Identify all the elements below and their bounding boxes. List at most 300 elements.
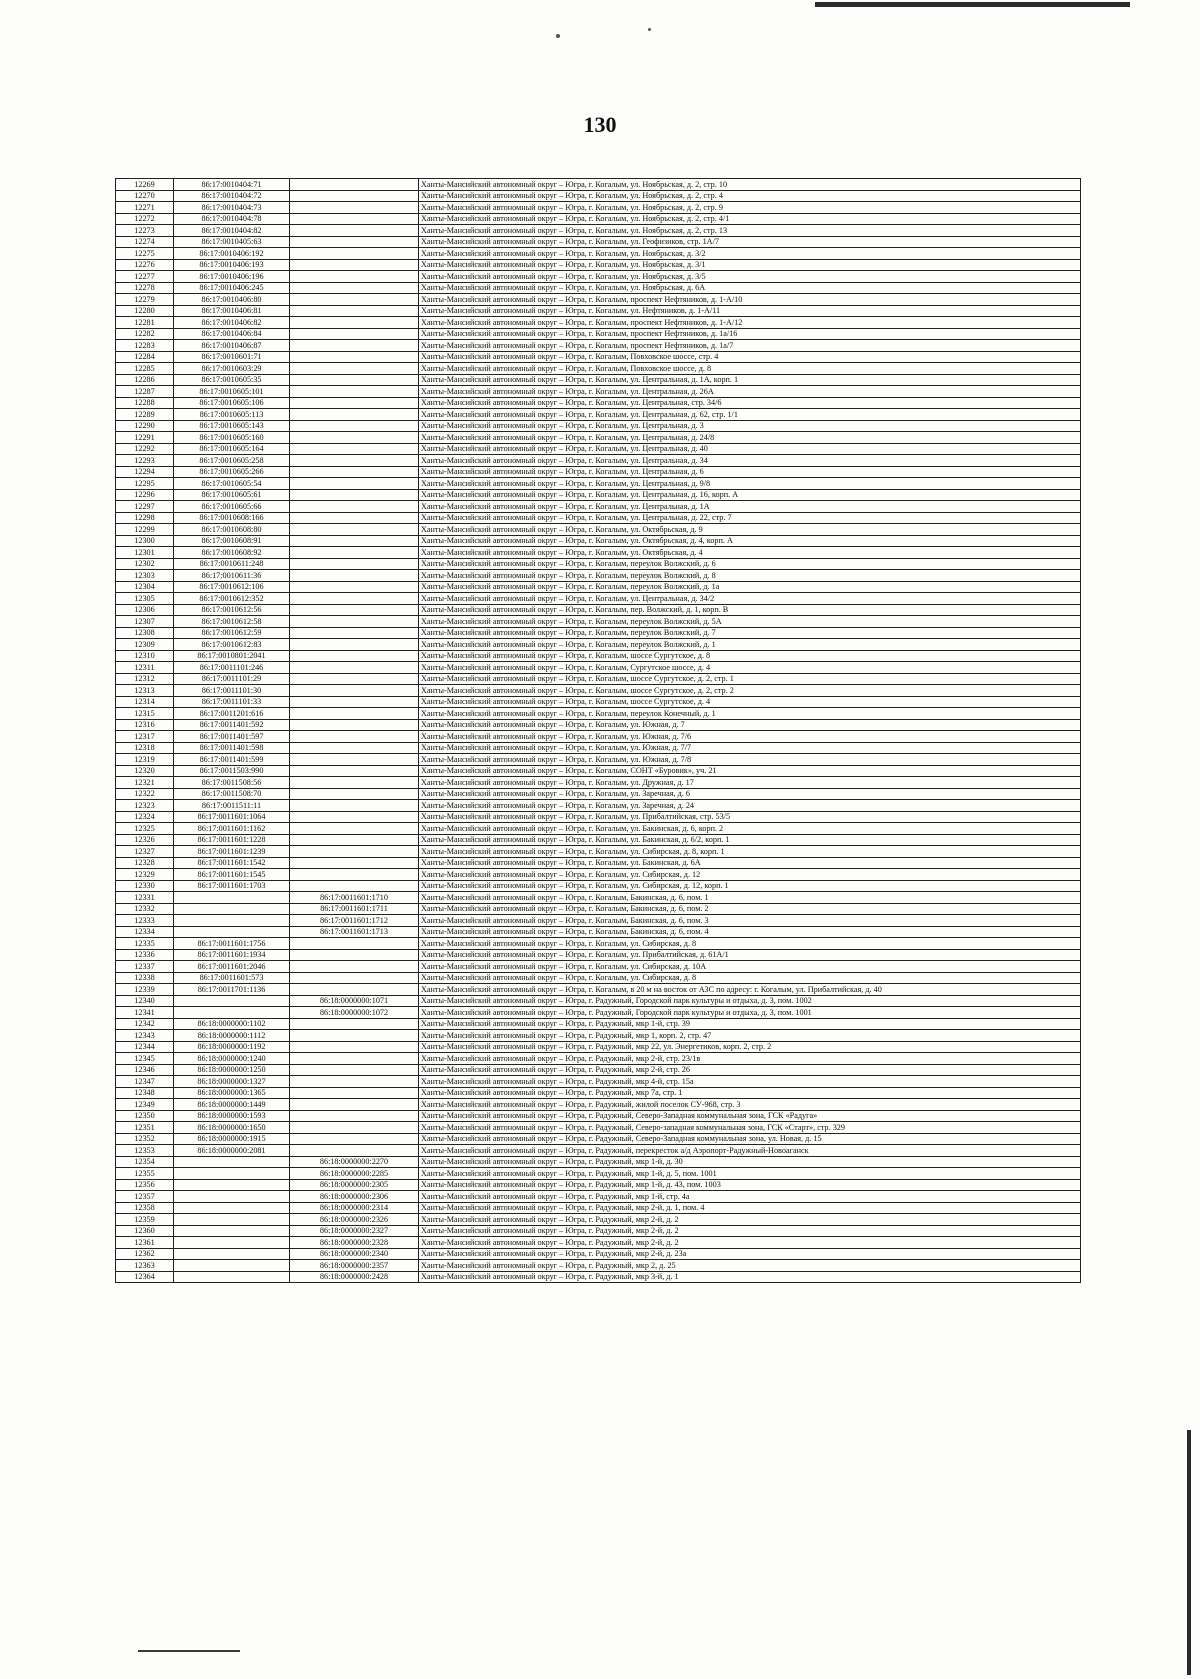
row-number-cell: 12314 bbox=[116, 696, 174, 708]
address-cell: Ханты-Мансийский автономный округ – Югра, г. Когалым, ул. Октябрьская, д. 4, корп. А bbox=[419, 535, 1081, 547]
address-cell: Ханты-Мансийский автономный округ – Югра, г. Когалым, шоссе Сургутское, д. 2, стр. 2 bbox=[419, 685, 1081, 697]
land-cadastral-number-cell: 86:18:0000000:1102 bbox=[174, 1018, 290, 1030]
scan-bottom-rule bbox=[138, 1650, 240, 1652]
building-cadastral-number-cell bbox=[290, 880, 419, 892]
land-cadastral-number-cell: 86:17:0011601:1228 bbox=[174, 834, 290, 846]
table-row bbox=[116, 1168, 1081, 1180]
address-cell: Ханты-Мансийский автономный округ – Югра, г. Когалым, ул. Дружная, д. 17 bbox=[419, 777, 1081, 789]
address-cell: Ханты-Мансийский автономный округ – Югра, г. Когалым, ул. Центральная, д. 26А bbox=[419, 386, 1081, 398]
building-cadastral-number-cell bbox=[290, 1041, 419, 1053]
building-cadastral-number-cell bbox=[290, 961, 419, 973]
land-cadastral-number-cell bbox=[174, 1248, 290, 1260]
row-number-cell: 12334 bbox=[116, 926, 174, 938]
table-row bbox=[116, 1271, 1081, 1283]
address-cell: Ханты-Мансийский автономный округ – Югра, г. Радужный, мкр 4-й, стр. 15а bbox=[419, 1076, 1081, 1088]
land-cadastral-number-cell: 86:17:0010612:56 bbox=[174, 604, 290, 616]
land-cadastral-number-cell: 86:17:0011401:599 bbox=[174, 754, 290, 766]
land-cadastral-number-cell: 86:17:0011401:597 bbox=[174, 731, 290, 743]
land-cadastral-number-cell: 86:17:0010405:63 bbox=[174, 236, 290, 248]
table-row bbox=[116, 386, 1081, 398]
row-number-cell: 12347 bbox=[116, 1076, 174, 1088]
row-number-cell: 12279 bbox=[116, 294, 174, 306]
building-cadastral-number-cell bbox=[290, 823, 419, 835]
row-number-cell: 12304 bbox=[116, 581, 174, 593]
building-cadastral-number-cell bbox=[290, 305, 419, 317]
building-cadastral-number-cell bbox=[290, 432, 419, 444]
land-cadastral-number-cell: 86:17:0010605:66 bbox=[174, 501, 290, 513]
land-cadastral-number-cell: 86:17:0010605:266 bbox=[174, 466, 290, 478]
row-number-cell: 12270 bbox=[116, 190, 174, 202]
address-cell: Ханты-Мансийский автономный округ – Югра, г. Радужный, мкр 2-й, стр. 23/1в bbox=[419, 1053, 1081, 1065]
building-cadastral-number-cell bbox=[290, 225, 419, 237]
table-row bbox=[116, 317, 1081, 329]
address-cell: Ханты-Мансийский автономный округ – Югра, г. Когалым, ул. Ноябрьская, д. 3/2 bbox=[419, 248, 1081, 260]
table-row bbox=[116, 869, 1081, 881]
row-number-cell: 12339 bbox=[116, 984, 174, 996]
land-cadastral-number-cell: 86:17:0011401:592 bbox=[174, 719, 290, 731]
address-cell: Ханты-Мансийский автономный округ – Югра, г. Радужный, мкр 2-й, д. 2 bbox=[419, 1225, 1081, 1237]
building-cadastral-number-cell bbox=[290, 535, 419, 547]
row-number-cell: 12298 bbox=[116, 512, 174, 524]
table-row bbox=[116, 857, 1081, 869]
building-cadastral-number-cell bbox=[290, 340, 419, 352]
building-cadastral-number-cell bbox=[290, 409, 419, 421]
land-cadastral-number-cell: 86:17:0010406:81 bbox=[174, 305, 290, 317]
land-cadastral-number-cell: 86:18:0000000:1915 bbox=[174, 1133, 290, 1145]
table-row bbox=[116, 248, 1081, 260]
row-number-cell: 12351 bbox=[116, 1122, 174, 1134]
row-number-cell: 12326 bbox=[116, 834, 174, 846]
building-cadastral-number-cell bbox=[290, 512, 419, 524]
table-row bbox=[116, 1191, 1081, 1203]
building-cadastral-number-cell: 86:17:0011601:1710 bbox=[290, 892, 419, 904]
row-number-cell: 12354 bbox=[116, 1156, 174, 1168]
scan-speck bbox=[556, 34, 560, 38]
building-cadastral-number-cell bbox=[290, 581, 419, 593]
address-cell: Ханты-Мансийский автономный округ – Югра, г. Когалым, ул. Южная, д. 7/6 bbox=[419, 731, 1081, 743]
address-cell: Ханты-Мансийский автономный округ – Югра, г. Когалым, ул. Сибирская, д. 10А bbox=[419, 961, 1081, 973]
building-cadastral-number-cell bbox=[290, 869, 419, 881]
table-row bbox=[116, 1076, 1081, 1088]
table-row bbox=[116, 754, 1081, 766]
address-cell: Ханты-Мансийский автономный округ – Югра, г. Радужный, мкр 1-й, д. 30 bbox=[419, 1156, 1081, 1168]
address-cell: Ханты-Мансийский автономный округ – Югра, г. Когалым, ул. Заречная, д. 24 bbox=[419, 800, 1081, 812]
table-row bbox=[116, 673, 1081, 685]
land-cadastral-number-cell: 86:18:0000000:1650 bbox=[174, 1122, 290, 1134]
row-number-cell: 12328 bbox=[116, 857, 174, 869]
building-cadastral-number-cell bbox=[290, 754, 419, 766]
address-cell: Ханты-Мансийский автономный округ – Югра, г. Когалым, ул. Бакинская, д. 6А bbox=[419, 857, 1081, 869]
building-cadastral-number-cell bbox=[290, 1099, 419, 1111]
address-cell: Ханты-Мансийский автономный округ – Югра, г. Когалым, ул. Центральная, д. 40 bbox=[419, 443, 1081, 455]
address-cell: Ханты-Мансийский автономный округ – Югра, г. Радужный, мкр 2-й, д. 23а bbox=[419, 1248, 1081, 1260]
address-cell: Ханты-Мансийский автономный округ – Югра, г. Когалым, ул. Южная, д. 7 bbox=[419, 719, 1081, 731]
row-number-cell: 12311 bbox=[116, 662, 174, 674]
table-row bbox=[116, 294, 1081, 306]
address-cell: Ханты-Мансийский автономный округ – Югра, г. Радужный, Северо-западная коммунальная зона, ГСК «Старт», стр. 329 bbox=[419, 1122, 1081, 1134]
building-cadastral-number-cell bbox=[290, 248, 419, 260]
building-cadastral-number-cell bbox=[290, 317, 419, 329]
building-cadastral-number-cell bbox=[290, 455, 419, 467]
row-number-cell: 12329 bbox=[116, 869, 174, 881]
table-row bbox=[116, 823, 1081, 835]
building-cadastral-number-cell bbox=[290, 386, 419, 398]
land-cadastral-number-cell bbox=[174, 1202, 290, 1214]
row-number-cell: 12341 bbox=[116, 1007, 174, 1019]
land-cadastral-number-cell: 86:17:0010406:193 bbox=[174, 259, 290, 271]
land-cadastral-number-cell: 86:17:0010605:106 bbox=[174, 397, 290, 409]
row-number-cell: 12355 bbox=[116, 1168, 174, 1180]
row-number-cell: 12331 bbox=[116, 892, 174, 904]
building-cadastral-number-cell bbox=[290, 834, 419, 846]
address-cell: Ханты-Мансийский автономный округ – Югра, г. Когалым, ул. Ноябрьская, д. 2, стр. 13 bbox=[419, 225, 1081, 237]
row-number-cell: 12322 bbox=[116, 788, 174, 800]
land-cadastral-number-cell: 86:17:0010406:192 bbox=[174, 248, 290, 260]
table-row bbox=[116, 1064, 1081, 1076]
address-cell: Ханты-Мансийский автономный округ – Югра, г. Когалым, ул. Бакинская, д. 6, корп. 2 bbox=[419, 823, 1081, 835]
building-cadastral-number-cell bbox=[290, 271, 419, 283]
address-cell: Ханты-Мансийский автономный округ – Югра, г. Когалым, проспект Нефтяников, д. 1а/7 bbox=[419, 340, 1081, 352]
table-row bbox=[116, 466, 1081, 478]
land-cadastral-number-cell bbox=[174, 1214, 290, 1226]
building-cadastral-number-cell bbox=[290, 857, 419, 869]
address-cell: Ханты-Мансийский автономный округ – Югра, г. Когалым, ул. Центральная, д. 1А bbox=[419, 501, 1081, 513]
building-cadastral-number-cell bbox=[290, 558, 419, 570]
building-cadastral-number-cell bbox=[290, 1133, 419, 1145]
address-cell: Ханты-Мансийский автономный округ – Югра, г. Радужный, мкр 1-й, д. 5, пом. 1001 bbox=[419, 1168, 1081, 1180]
address-cell: Ханты-Мансийский автономный округ – Югра, г. Когалым, ул. Центральная, д. 34/2 bbox=[419, 593, 1081, 605]
address-cell: Ханты-Мансийский автономный округ – Югра, г. Когалым, ул. Сибирская, д. 12, корп. 1 bbox=[419, 880, 1081, 892]
building-cadastral-number-cell bbox=[290, 639, 419, 651]
row-number-cell: 12315 bbox=[116, 708, 174, 720]
building-cadastral-number-cell bbox=[290, 1145, 419, 1157]
address-cell: Ханты-Мансийский автономный округ – Югра, г. Радужный, мкр 2, д. 25 bbox=[419, 1260, 1081, 1272]
land-cadastral-number-cell bbox=[174, 1271, 290, 1283]
building-cadastral-number-cell: 86:18:0000000:2306 bbox=[290, 1191, 419, 1203]
table-row bbox=[116, 328, 1081, 340]
address-cell: Ханты-Мансийский автономный округ – Югра, г. Когалым, ул. Центральная, д. 22, стр. 7 bbox=[419, 512, 1081, 524]
address-cell: Ханты-Мансийский автономный округ – Югра, г. Когалым, проспект Нефтяников, д. 1-А/12 bbox=[419, 317, 1081, 329]
land-cadastral-number-cell: 86:17:0011511:11 bbox=[174, 800, 290, 812]
row-number-cell: 12300 bbox=[116, 535, 174, 547]
table-row bbox=[116, 489, 1081, 501]
row-number-cell: 12337 bbox=[116, 961, 174, 973]
row-number-cell: 12275 bbox=[116, 248, 174, 260]
table-row bbox=[116, 1145, 1081, 1157]
address-cell: Ханты-Мансийский автономный округ – Югра, г. Радужный, жилой поселок СУ-968, стр. 3 bbox=[419, 1099, 1081, 1111]
building-cadastral-number-cell bbox=[290, 374, 419, 386]
row-number-cell: 12289 bbox=[116, 409, 174, 421]
row-number-cell: 12290 bbox=[116, 420, 174, 432]
row-number-cell: 12318 bbox=[116, 742, 174, 754]
land-cadastral-number-cell: 86:18:0000000:1327 bbox=[174, 1076, 290, 1088]
building-cadastral-number-cell bbox=[290, 466, 419, 478]
table-row bbox=[116, 1225, 1081, 1237]
building-cadastral-number-cell bbox=[290, 1076, 419, 1088]
building-cadastral-number-cell: 86:18:0000000:2357 bbox=[290, 1260, 419, 1272]
building-cadastral-number-cell bbox=[290, 547, 419, 559]
row-number-cell: 12353 bbox=[116, 1145, 174, 1157]
land-cadastral-number-cell: 86:17:0011508:56 bbox=[174, 777, 290, 789]
building-cadastral-number-cell bbox=[290, 213, 419, 225]
building-cadastral-number-cell bbox=[290, 351, 419, 363]
row-number-cell: 12272 bbox=[116, 213, 174, 225]
land-cadastral-number-cell: 86:17:0010608:80 bbox=[174, 524, 290, 536]
address-cell: Ханты-Мансийский автономный округ – Югра, г. Когалым, ул. Центральная, д. 6 bbox=[419, 466, 1081, 478]
table-row bbox=[116, 1030, 1081, 1042]
address-cell: Ханты-Мансийский автономный округ – Югра, г. Когалым, ул. Октябрьская, д. 9 bbox=[419, 524, 1081, 536]
address-cell: Ханты-Мансийский автономный округ – Югра, г. Когалым, ул. Ноябрьская, д. 3/5 bbox=[419, 271, 1081, 283]
building-cadastral-number-cell: 86:18:0000000:2305 bbox=[290, 1179, 419, 1191]
building-cadastral-number-cell: 86:17:0011601:1712 bbox=[290, 915, 419, 927]
building-cadastral-number-cell bbox=[290, 949, 419, 961]
address-cell: Ханты-Мансийский автономный округ – Югра, г. Когалым, переулок Волжский, д. 6 bbox=[419, 558, 1081, 570]
row-number-cell: 12324 bbox=[116, 811, 174, 823]
row-number-cell: 12340 bbox=[116, 995, 174, 1007]
table-row bbox=[116, 915, 1081, 927]
land-cadastral-number-cell: 86:17:0010406:80 bbox=[174, 294, 290, 306]
table-row bbox=[116, 984, 1081, 996]
row-number-cell: 12293 bbox=[116, 455, 174, 467]
building-cadastral-number-cell bbox=[290, 1087, 419, 1099]
table-row bbox=[116, 961, 1081, 973]
address-cell: Ханты-Мансийский автономный округ – Югра, г. Когалым, Бакинская, д. 6, пом. 1 bbox=[419, 892, 1081, 904]
address-cell: Ханты-Мансийский автономный округ – Югра, г. Когалым, ул. Ноябрьская, д. 2, стр. 4/1 bbox=[419, 213, 1081, 225]
address-cell: Ханты-Мансийский автономный округ – Югра, г. Когалым, ул. Центральная, д. 9/8 bbox=[419, 478, 1081, 490]
building-cadastral-number-cell: 86:18:0000000:2328 bbox=[290, 1237, 419, 1249]
table-row bbox=[116, 1087, 1081, 1099]
table-row bbox=[116, 604, 1081, 616]
address-cell: Ханты-Мансийский автономный округ – Югра, г. Когалым, ул. Бакинская, д. 6/2, корп. 1 bbox=[419, 834, 1081, 846]
building-cadastral-number-cell: 86:18:0000000:2327 bbox=[290, 1225, 419, 1237]
table-row bbox=[116, 995, 1081, 1007]
row-number-cell: 12306 bbox=[116, 604, 174, 616]
address-cell: Ханты-Мансийский автономный округ – Югра, г. Когалым, Бакинская, д. 6, пом. 2 bbox=[419, 903, 1081, 915]
land-cadastral-number-cell bbox=[174, 892, 290, 904]
row-number-cell: 12294 bbox=[116, 466, 174, 478]
building-cadastral-number-cell bbox=[290, 731, 419, 743]
table-row bbox=[116, 535, 1081, 547]
address-cell: Ханты-Мансийский автономный округ – Югра, г. Когалым, ул. Ноябрьская, д. 3/1 bbox=[419, 259, 1081, 271]
row-number-cell: 12346 bbox=[116, 1064, 174, 1076]
land-cadastral-number-cell: 86:17:0010605:35 bbox=[174, 374, 290, 386]
row-number-cell: 12286 bbox=[116, 374, 174, 386]
table-row bbox=[116, 455, 1081, 467]
land-cadastral-number-cell: 86:17:0010612:59 bbox=[174, 627, 290, 639]
row-number-cell: 12288 bbox=[116, 397, 174, 409]
land-cadastral-number-cell: 86:17:0010406:82 bbox=[174, 317, 290, 329]
scan-right-edge-bar bbox=[1187, 1430, 1191, 1675]
scan-top-rule bbox=[815, 2, 1130, 7]
row-number-cell: 12295 bbox=[116, 478, 174, 490]
land-cadastral-number-cell: 86:17:0010406:87 bbox=[174, 340, 290, 352]
building-cadastral-number-cell bbox=[290, 696, 419, 708]
address-cell: Ханты-Мансийский автономный округ – Югра, г. Когалым, в 20 м на восток от АЗС по адресу: г. Когалым, ул. Прибалтийская, д. 40 bbox=[419, 984, 1081, 996]
address-cell: Ханты-Мансийский автономный округ – Югра, г. Когалым, проспект Нефтяников, д. 1-А/10 bbox=[419, 294, 1081, 306]
land-cadastral-number-cell: 86:17:0011508:70 bbox=[174, 788, 290, 800]
address-cell: Ханты-Мансийский автономный округ – Югра, г. Когалым, ул. Центральная, д. 1А, корп. 1 bbox=[419, 374, 1081, 386]
address-cell: Ханты-Мансийский автономный округ – Югра, г. Радужный, мкр 2-й, стр. 26 bbox=[419, 1064, 1081, 1076]
address-cell: Ханты-Мансийский автономный округ – Югра, г. Когалым, Бакинская, д. 6, пом. 3 bbox=[419, 915, 1081, 927]
building-cadastral-number-cell: 86:18:0000000:2270 bbox=[290, 1156, 419, 1168]
row-number-cell: 12308 bbox=[116, 627, 174, 639]
land-cadastral-number-cell: 86:17:0010612:83 bbox=[174, 639, 290, 651]
address-cell: Ханты-Мансийский автономный округ – Югра, г. Когалым, проспект Нефтяников, д. 1а/16 bbox=[419, 328, 1081, 340]
table-row bbox=[116, 351, 1081, 363]
row-number-cell: 12360 bbox=[116, 1225, 174, 1237]
row-number-cell: 12313 bbox=[116, 685, 174, 697]
row-number-cell: 12283 bbox=[116, 340, 174, 352]
land-cadastral-number-cell: 86:17:0010601:71 bbox=[174, 351, 290, 363]
table-row bbox=[116, 972, 1081, 984]
table-row bbox=[116, 903, 1081, 915]
land-cadastral-number-cell: 86:17:0011601:1934 bbox=[174, 949, 290, 961]
table-row bbox=[116, 1041, 1081, 1053]
land-cadastral-number-cell: 86:17:0010605:101 bbox=[174, 386, 290, 398]
row-number-cell: 12301 bbox=[116, 547, 174, 559]
address-cell: Ханты-Мансийский автономный округ – Югра, г. Когалым, ул. Заречная, д. 6 bbox=[419, 788, 1081, 800]
table-row bbox=[116, 1133, 1081, 1145]
row-number-cell: 12362 bbox=[116, 1248, 174, 1260]
land-cadastral-number-cell: 86:17:0010608:166 bbox=[174, 512, 290, 524]
building-cadastral-number-cell bbox=[290, 650, 419, 662]
building-cadastral-number-cell bbox=[290, 397, 419, 409]
building-cadastral-number-cell bbox=[290, 1030, 419, 1042]
table-row bbox=[116, 650, 1081, 662]
row-number-cell: 12284 bbox=[116, 351, 174, 363]
land-cadastral-number-cell bbox=[174, 995, 290, 1007]
building-cadastral-number-cell bbox=[290, 984, 419, 996]
address-cell: Ханты-Мансийский автономный округ – Югра, г. Когалым, переулок Волжский, д. 1 bbox=[419, 639, 1081, 651]
table-row bbox=[116, 1110, 1081, 1122]
building-cadastral-number-cell bbox=[290, 236, 419, 248]
row-number-cell: 12276 bbox=[116, 259, 174, 271]
address-cell: Ханты-Мансийский автономный округ – Югра, г. Радужный, Городской парк культуры и отдыха, д. 3, пом. 1001 bbox=[419, 1007, 1081, 1019]
table-row bbox=[116, 639, 1081, 651]
table-row bbox=[116, 1053, 1081, 1065]
address-cell: Ханты-Мансийский автономный округ – Югра, г. Когалым, СОНТ «Буровик», уч. 21 bbox=[419, 765, 1081, 777]
address-cell: Ханты-Мансийский автономный округ – Югра, г. Когалым, ул. Центральная, д. 3 bbox=[419, 420, 1081, 432]
land-cadastral-number-cell: 86:17:0010605:143 bbox=[174, 420, 290, 432]
land-cadastral-number-cell bbox=[174, 1179, 290, 1191]
row-number-cell: 12277 bbox=[116, 271, 174, 283]
land-cadastral-number-cell: 86:17:0011601:1545 bbox=[174, 869, 290, 881]
table-row bbox=[116, 949, 1081, 961]
address-cell: Ханты-Мансийский автономный округ – Югра, г. Когалым, Повховское шоссе, стр. 4 bbox=[419, 351, 1081, 363]
building-cadastral-number-cell bbox=[290, 719, 419, 731]
address-cell: Ханты-Мансийский автономный округ – Югра, г. Когалым, Бакинская, д. 6, пом. 4 bbox=[419, 926, 1081, 938]
address-cell: Ханты-Мансийский автономный округ – Югра, г. Когалым, ул. Сибирская, д. 8 bbox=[419, 938, 1081, 950]
address-cell: Ханты-Мансийский автономный округ – Югра, г. Когалым, Повховское шоссе, д. 8 bbox=[419, 363, 1081, 375]
row-number-cell: 12278 bbox=[116, 282, 174, 294]
table-row bbox=[116, 305, 1081, 317]
row-number-cell: 12361 bbox=[116, 1237, 174, 1249]
address-cell: Ханты-Мансийский автономный округ – Югра, г. Радужный, мкр 2-й, д. 2 bbox=[419, 1214, 1081, 1226]
table-row bbox=[116, 1202, 1081, 1214]
row-number-cell: 12363 bbox=[116, 1260, 174, 1272]
row-number-cell: 12287 bbox=[116, 386, 174, 398]
scan-speck bbox=[648, 28, 651, 31]
page-number: 130 bbox=[583, 112, 617, 137]
building-cadastral-number-cell bbox=[290, 811, 419, 823]
address-cell: Ханты-Мансийский автономный округ – Югра, г. Когалым, ул. Центральная, д. 34 bbox=[419, 455, 1081, 467]
table-row bbox=[116, 800, 1081, 812]
table-row bbox=[116, 236, 1081, 248]
land-cadastral-number-cell: 86:17:0010612:106 bbox=[174, 581, 290, 593]
table-row bbox=[116, 731, 1081, 743]
land-cadastral-number-cell bbox=[174, 1007, 290, 1019]
building-cadastral-number-cell: 86:18:0000000:2285 bbox=[290, 1168, 419, 1180]
building-cadastral-number-cell bbox=[290, 524, 419, 536]
table-row bbox=[116, 259, 1081, 271]
table-row bbox=[116, 1007, 1081, 1019]
land-cadastral-number-cell: 86:17:0011601:1756 bbox=[174, 938, 290, 950]
land-cadastral-number-cell: 86:17:0010608:91 bbox=[174, 535, 290, 547]
building-cadastral-number-cell bbox=[290, 800, 419, 812]
address-cell: Ханты-Мансийский автономный округ – Югра, г. Когалым, переулок Волжский, д. 8 bbox=[419, 570, 1081, 582]
land-cadastral-number-cell: 86:17:0011101:30 bbox=[174, 685, 290, 697]
address-cell: Ханты-Мансийский автономный округ – Югра, г. Радужный, мкр 1-й, д. 43, пом. 1003 bbox=[419, 1179, 1081, 1191]
address-cell: Ханты-Мансийский автономный округ – Югра, г. Радужный, Северо-Западная коммунальная зона, ГСК «Радуга» bbox=[419, 1110, 1081, 1122]
building-cadastral-number-cell bbox=[290, 282, 419, 294]
table-row bbox=[116, 1237, 1081, 1249]
address-cell: Ханты-Мансийский автономный округ – Югра, г. Когалым, ул. Центральная, д. 24/8 bbox=[419, 432, 1081, 444]
land-cadastral-number-cell bbox=[174, 1260, 290, 1272]
land-cadastral-number-cell: 86:17:0011503:990 bbox=[174, 765, 290, 777]
row-number-cell: 12333 bbox=[116, 915, 174, 927]
building-cadastral-number-cell: 86:18:0000000:2314 bbox=[290, 1202, 419, 1214]
table-row bbox=[116, 926, 1081, 938]
address-cell: Ханты-Мансийский автономный округ – Югра, г. Радужный, перекресток а/д Аэропорт-Радужный-Новоаганск bbox=[419, 1145, 1081, 1157]
building-cadastral-number-cell bbox=[290, 478, 419, 490]
table-row bbox=[116, 880, 1081, 892]
table-row bbox=[116, 409, 1081, 421]
building-cadastral-number-cell bbox=[290, 662, 419, 674]
row-number-cell: 12323 bbox=[116, 800, 174, 812]
land-cadastral-number-cell: 86:17:0011601:1162 bbox=[174, 823, 290, 835]
building-cadastral-number-cell bbox=[290, 742, 419, 754]
table-row bbox=[116, 788, 1081, 800]
land-cadastral-number-cell: 86:17:0011601:1542 bbox=[174, 857, 290, 869]
address-cell: Ханты-Мансийский автономный округ – Югра, г. Радужный, мкр 1-й, стр. 39 bbox=[419, 1018, 1081, 1030]
land-cadastral-number-cell: 86:17:0010404:72 bbox=[174, 190, 290, 202]
address-cell: Ханты-Мансийский автономный округ – Югра, г. Радужный, мкр 3-й, д. 1 bbox=[419, 1271, 1081, 1283]
land-cadastral-number-cell: 86:18:0000000:1593 bbox=[174, 1110, 290, 1122]
building-cadastral-number-cell bbox=[290, 777, 419, 789]
building-cadastral-number-cell bbox=[290, 593, 419, 605]
building-cadastral-number-cell bbox=[290, 627, 419, 639]
row-number-cell: 12364 bbox=[116, 1271, 174, 1283]
table-row bbox=[116, 225, 1081, 237]
building-cadastral-number-cell bbox=[290, 190, 419, 202]
building-cadastral-number-cell: 86:18:0000000:2340 bbox=[290, 1248, 419, 1260]
address-cell: Ханты-Мансийский автономный округ – Югра, г. Когалым, ул. Ноябрьская, д. 2, стр. 9 bbox=[419, 202, 1081, 214]
table-row bbox=[116, 1214, 1081, 1226]
building-cadastral-number-cell: 86:17:0011601:1713 bbox=[290, 926, 419, 938]
building-cadastral-number-cell bbox=[290, 938, 419, 950]
row-number-cell: 12282 bbox=[116, 328, 174, 340]
row-number-cell: 12310 bbox=[116, 650, 174, 662]
table-row bbox=[116, 570, 1081, 582]
table-row bbox=[116, 938, 1081, 950]
table-row bbox=[116, 846, 1081, 858]
row-number-cell: 12319 bbox=[116, 754, 174, 766]
building-cadastral-number-cell bbox=[290, 328, 419, 340]
row-number-cell: 12312 bbox=[116, 673, 174, 685]
table-row bbox=[116, 708, 1081, 720]
building-cadastral-number-cell: 86:18:0000000:2428 bbox=[290, 1271, 419, 1283]
land-cadastral-number-cell: 86:17:0010603:29 bbox=[174, 363, 290, 375]
